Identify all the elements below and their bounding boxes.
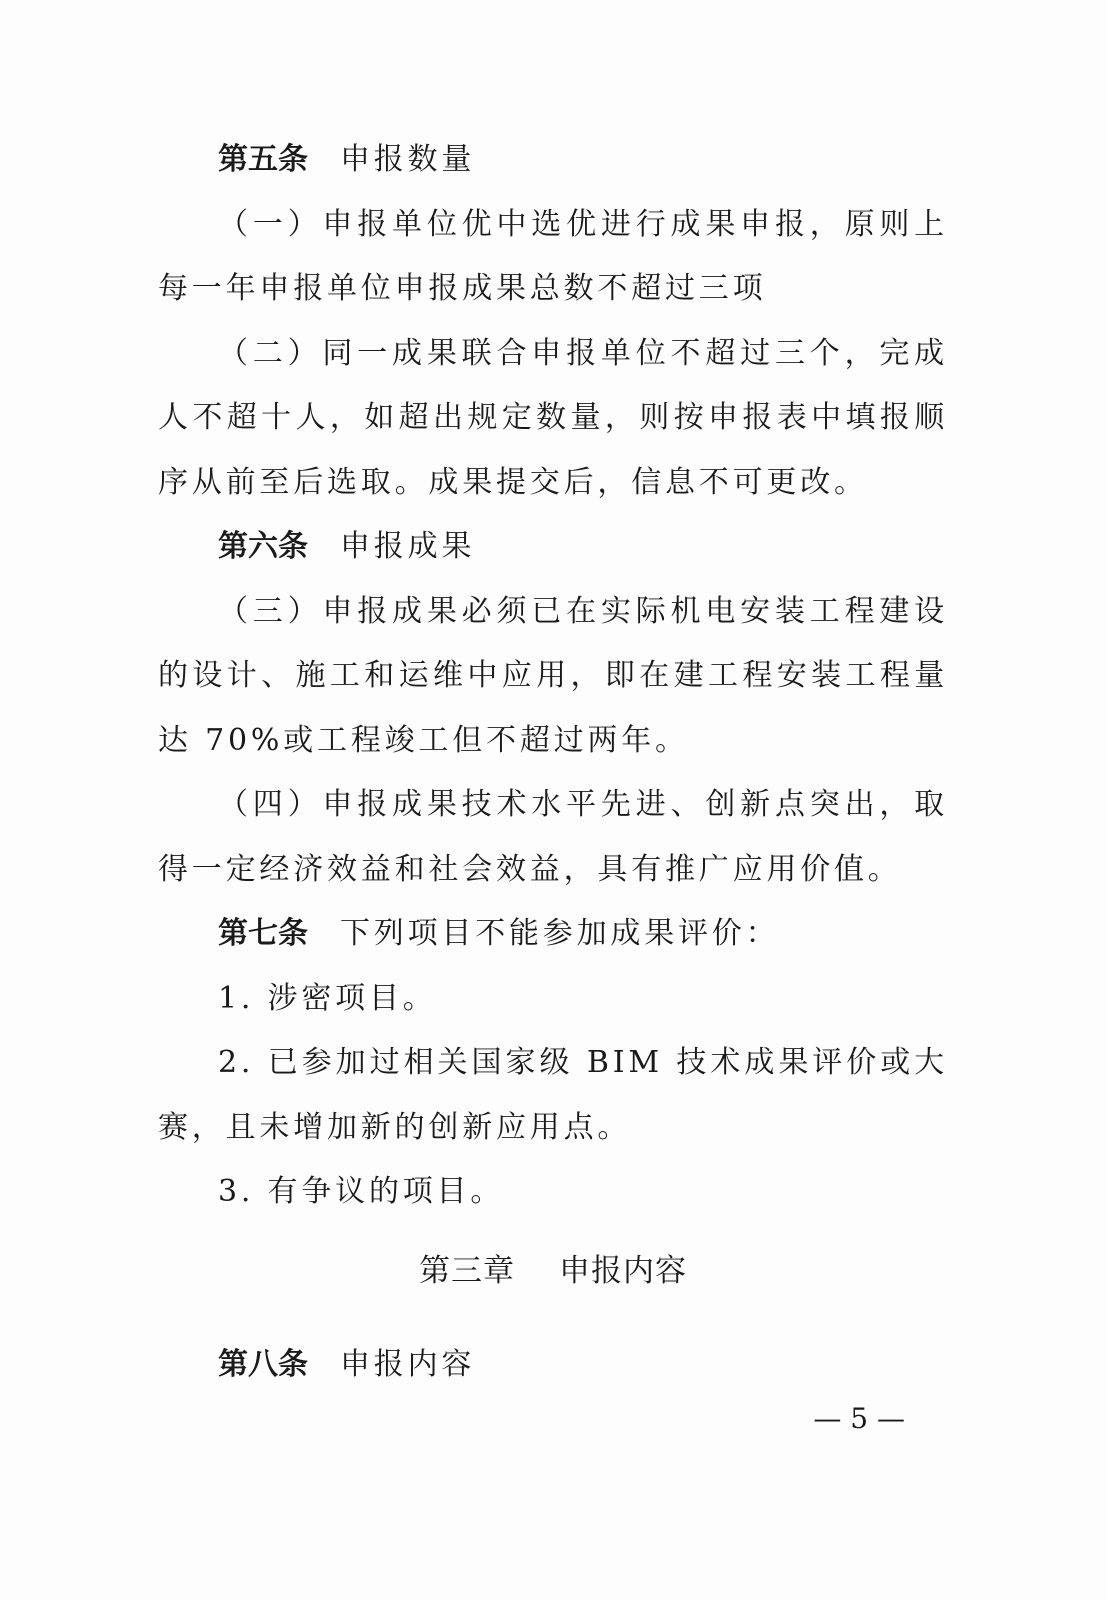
article-8 <box>158 1333 948 1398</box>
article-5 <box>158 128 948 193</box>
paragraph-1: （一）申报单位优中选优进行成果申报，原则上每一年申报单位申报成果总数不超过三项 <box>158 206 948 306</box>
article-5-title: 申报数量 <box>340 142 476 177</box>
article-5-heading: 第五条 <box>218 142 308 177</box>
list-item-2: 2. 已参加过相关国家级 BIM 技术成果评价或大赛，且未增加新的创新应用点。 <box>158 1045 948 1145</box>
chapter-heading <box>158 1239 948 1303</box>
article-8-title: 申报内容 <box>340 1346 476 1382</box>
article-6-heading: 第六条 <box>218 529 308 564</box>
list-item-3: 3. 有争议的项目。 <box>218 1174 505 1209</box>
list-item-1: 1. 涉密项目。 <box>218 980 437 1016</box>
paragraph-2: （二）同一成果联合申报单位不超过三个，完成人不超十人，如超出规定数量，则按申报表中填报顺序从前至后选取。成果提交后，信息不可更改。 <box>158 335 948 500</box>
chapter-number: 第三章 <box>419 1252 515 1289</box>
article-7 <box>158 902 948 967</box>
chapter-title: 申报内容 <box>559 1252 687 1289</box>
document-body <box>158 128 948 1397</box>
paragraph-4: （四）申报成果技术水平先进、创新点突出，取得一定经济效益和社会效益，具有推广应用价值。 <box>158 787 948 887</box>
article-6 <box>158 515 948 580</box>
paragraph-3: （三）申报成果必须已在实际机电安装工程建设的设计、施工和运维中应用，即在建工程安装工程量达 70%或工程竣工但不超过两年。 <box>158 593 948 758</box>
article-7-title: 下列项目不能参加成果评价： <box>340 916 780 951</box>
article-8-heading: 第八条 <box>218 1346 308 1382</box>
article-7-heading: 第七条 <box>218 916 308 951</box>
page-number: — 5 — <box>813 1402 905 1435</box>
article-6-title: 申报成果 <box>340 529 476 564</box>
